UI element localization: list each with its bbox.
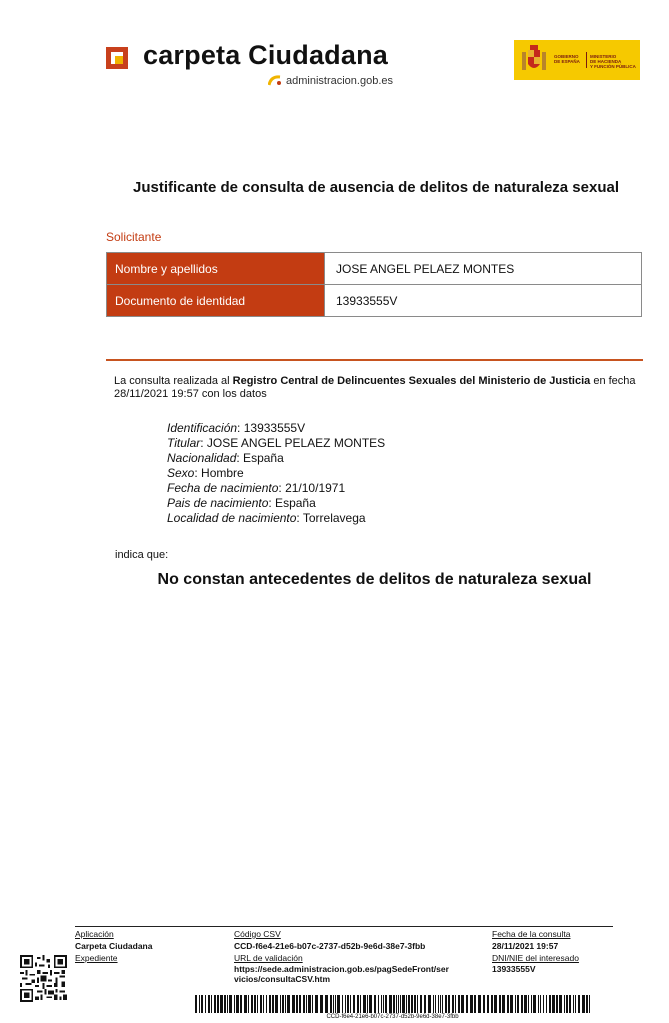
detail-line: Nacionalidad: España <box>167 451 284 465</box>
consulta-paragraph: La consulta realizada al Registro Central de Delincuentes Sexuales del Ministerio de Justicia en fecha 28/11/2021 19:57 con los datos <box>114 375 636 400</box>
footer-label: DNI/NIE del interesado <box>492 952 579 963</box>
footer-value: 13933555V <box>492 964 536 975</box>
indica-text: indica que: <box>115 549 169 561</box>
divider <box>106 359 643 361</box>
document-title: Justificante de consulta de ausencia de delitos de naturaleza sexual <box>133 179 619 196</box>
table-row <box>107 253 642 285</box>
gov-right-text: MINISTERIO DE HACIENDA Y FUNCIÓN PÚBLICA <box>590 54 636 69</box>
result-text: No constan antecedentes de delitos de naturaleza sexual <box>157 571 592 588</box>
gobierno-espana-logo <box>514 40 640 80</box>
detail-line: Fecha de nacimiento: 21/10/1971 <box>167 481 346 495</box>
barcode-icon <box>195 995 590 1013</box>
footer-col-fecha <box>492 929 579 976</box>
row-key: Documento de identidad <box>107 285 325 317</box>
detail-line: Identificación: 13933555V <box>167 421 306 435</box>
detail-line: Titular: JOSE ANGEL PELAEZ MONTES <box>167 436 386 450</box>
validation-url-line[interactable]: https://sede.administracion.gob.es/pagSedeFront/ser <box>234 964 449 975</box>
row-value: JOSE ANGEL PELAEZ MONTES <box>325 253 642 285</box>
table-row <box>107 285 642 317</box>
footer-value: 28/11/2021 19:57 <box>492 940 559 951</box>
footer-label: Aplicación <box>75 929 114 939</box>
validation-url-line[interactable]: vicios/consultaCSV.htm <box>234 974 331 985</box>
gov-left-text: GOBIERNO DE ESPAÑA <box>554 54 580 64</box>
footer-rule <box>75 926 613 927</box>
coat-of-arms-icon <box>520 44 548 76</box>
gov-separator <box>586 52 587 68</box>
footer-col-aplicacion <box>75 929 152 964</box>
footer-col-csv <box>234 929 489 984</box>
qr-code-icon <box>20 955 67 1002</box>
row-key: Nombre y apellidos <box>107 253 325 285</box>
solicitante-table <box>106 252 642 317</box>
solicitante-label: Solicitante <box>106 230 162 244</box>
carpeta-logo-icon <box>106 47 128 69</box>
logo-subtitle: administracion.gob.es <box>286 75 394 87</box>
footer-value: CCD-f6e4-21e6-b07c-2737-d52b-9e6d-38e7-3fbb <box>234 940 426 951</box>
details-block <box>167 421 385 526</box>
footer-label: Expediente <box>75 952 118 963</box>
detail-line: Sexo: Hombre <box>167 466 244 480</box>
logo-text: carpeta Ciudadana <box>143 40 388 70</box>
footer-label: Fecha de la consulta <box>492 929 571 939</box>
footer-value: Carpeta Ciudadana <box>75 940 153 951</box>
row-value: 13933555V <box>325 285 642 317</box>
detail-line: Localidad de nacimiento: Torrelavega <box>167 511 366 525</box>
detail-line: Pais de nacimiento: España <box>167 496 316 510</box>
barcode-caption: CCD-f6e4-21e6-b07c-2737-d52b-9e6d-38e7-3fbb <box>326 1014 459 1020</box>
footer-label: Código CSV <box>234 929 281 939</box>
footer-label: URL de validación <box>234 952 303 963</box>
